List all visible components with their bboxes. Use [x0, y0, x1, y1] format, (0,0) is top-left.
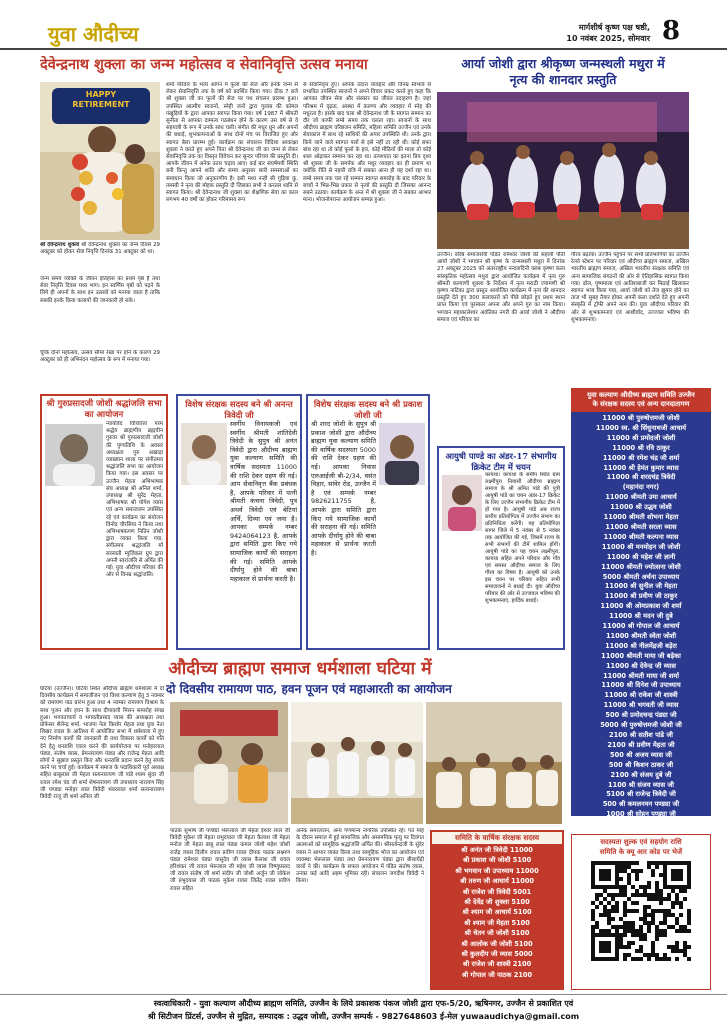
- article1-caption-text: श्री देवेन्द्रनाथ शुक्ला का जन्म दिवस 29 अक्टूबर को होकर सेवा निवृत्ति दिनांक 31 अक्टूबर को था।: [40, 242, 160, 256]
- member-item: श्री चेतन जी जोशी 5100: [464, 929, 530, 938]
- article2-photo: [437, 92, 689, 249]
- qr-title-line-2: समिति के क्यू आर कोड पर भेजें: [599, 848, 683, 856]
- issue-date: [530, 22, 650, 44]
- donor-item: 2100 श्री सतीश पांडे जी: [609, 731, 673, 739]
- donor-item: 11000 श्री उद्धव जोशी: [610, 503, 672, 512]
- donor-item: 11000 श्री रवि ठाकुर: [612, 443, 670, 452]
- donor-item: 11000 श्री मनमोहन जी जोशी: [601, 542, 681, 551]
- donor-item: 11000 श्री पुरुषोत्तमजी जोशी: [602, 414, 680, 422]
- member-item: श्री गोपाल जी पाठक 2100: [461, 970, 533, 979]
- qr-title: [572, 835, 710, 857]
- member-item: श्री कुलदीप जी व्यास 5000: [461, 950, 533, 959]
- footer-line-1: स्वत्वाधिकारी - युवा कल्याण औदीच्य ब्राह्मण समिति, उज्जैन के लिये प्रकाशक पंकज जोशी द्वारा एफ-5/20, ऋषिनगर, उज्जैन से प्रकाशित एवं: [153, 999, 574, 1008]
- anant-trivedi-title: विशेष संरक्षक सदस्य बने श्री अनन्त त्रिवेदी जी: [185, 399, 293, 420]
- members-title: समिति के वार्षिक संरक्षक सदस्य: [432, 832, 562, 844]
- article2-headline: [437, 56, 689, 88]
- prakash-joshi-box: [306, 394, 430, 650]
- article1-paragraph-2: चूंकि दोनो महोत्सव, उत्सव सीमा रेखा पर होने के कारण 29 अक्टूबर को ही अभिनंदन महोत्सव के रूप में मनाया गया।: [40, 350, 160, 364]
- footer-line-2: श्री सिटीजन प्रिंटर्स, उज्जैन से मुद्रित, सम्पादक : उद्धव जोशी, उज्जैन सम्पर्क - 9827648603 ई-मेल yuwaaudichya@gmail.com: [147, 1012, 580, 1021]
- article3-photo-2: [291, 702, 423, 824]
- donor-item: 5000 श्रीमती अर्चना उपाध्याय: [602, 572, 680, 581]
- issue-line-2: 10 नवंबर 2025, सोमवार: [566, 34, 650, 43]
- donor-item: 11000 श्रीमती ज्योत्सना जोशी: [601, 562, 681, 571]
- member-item: श्री आलोक जी जोशी 5100: [461, 939, 533, 948]
- donor-item: 2100 श्री संजय दुबे जी: [610, 770, 672, 779]
- article3-headline: औदीच्य ब्राह्मण समाज धर्मशाला घटिया में: [168, 659, 432, 679]
- donor-item: 11000 श्रीमती कल्पना व्यास: [603, 532, 679, 541]
- donor-item: 5000 श्री पुरुषोत्तमजी जोशी जी: [600, 721, 682, 730]
- donor-item: 11000 श्री महेश जी ज्ञानी: [606, 552, 676, 561]
- donors-title: [571, 388, 711, 412]
- donor-item: 11000 श्री नीलमेंद्रजी बड़ेरा: [605, 641, 677, 650]
- donor-item: 11000 स्व. श्री सिंधुनाथजी आचार्य: [595, 423, 687, 432]
- donor-item: 5100 श्री राजेन्द्र त्रिवेदी जी: [606, 790, 676, 799]
- article3-column-2: पाठक सुभाष जी पण्ड्या भेरूलाल जी मेहता ईश्वर लाल जी त्रिवेदी मुकेश जी मेहता प्रभुदयाल जी मेहता कैलाश जी मेहता मनोज जी मेहता बाबू लाल पंड्या कमल जोशी महेश जोशी राजेंद्र व्यास दिलीप रावल प्रवीण रावल दीपक पाठक लक्ष्मण पंड्या रामेश्वर पंड्या वासुदेव जी व्यास कैलाश जी रावल हरिशंकर जी रावल भेरूलाल जी महेश जी व्यास विष्णुप्रसाद जी रावल संतोष जी शर्मा संदीप जी जोशी अर्जुन जी लोकेश जी प्रभुदयाल जी पाठक मुकेश रावल जितेंद्र रावल प्रवीण रावल सहित: [170, 828, 290, 892]
- member-item: श्री अनंत जी त्रिवेदी 11000: [461, 846, 533, 854]
- shraddhanjali-text: न्यायविद विधिवेत्ता परम श्रद्धेय ब्राह्मणीय ब्रह्मचीन गुरुवर श्री गुरुप्रसादजी जोशी की पुण्यतिथि के अवसर अध्यक्षता गुरु अखाड़ा व्याख्यान शाला पर संगीतमय श्रद्धांजलि सभा का आयोजन किया गया। इस अवसर पर उज्जैन मेहता अभिभाषक संघ अध्यक्ष श्री अनिल शर्मा, उपाध्यक्ष श्री सुरेंद्र मेहता, अभिभाषक श्री योगेश व्यास एवं अन्य समाजजन उपस्थित रहे एवं कार्यक्रम का संयोजन विनोद चौरसिया ने किया तथा अभिभाषकगण नितिन जोशी द्वारा व्यक्त किया गया, संगीतमय श्रद्धांजलि माँ सरस्वती म्यूजिकल ग्रुप द्वारा अपनी स्वरांजलि से अर्पित की गई। युवा औदीच्य परिवार की ओर से विनम्र श्रद्धांजलि।: [106, 421, 163, 579]
- donor-item: 500 श्री कमलनयन पण्ड्या जी: [602, 800, 680, 809]
- donor-item: 500 श्री किशन ठाकर जी: [608, 760, 674, 769]
- ayushi-pandey-portrait: [442, 475, 482, 531]
- donor-item: 11000 श्री ओमप्रकाश जी शर्मा: [600, 602, 682, 611]
- member-item: श्री भगवान जी उपाध्याय 11000: [455, 866, 539, 875]
- donor-item: (महानंदा नगर): [622, 483, 660, 492]
- article3-subheadline: दो दिवसीय रामायण पाठ, हवन पूजन एवं महाआरती का आयोजन: [166, 682, 452, 696]
- donor-item: 11000 श्री रमेश चंद्र जी शर्मा: [602, 453, 680, 462]
- donor-item: 500 श्री अजय व्यास जी: [610, 750, 672, 759]
- donors-panel: [571, 388, 711, 819]
- article3-photo-1: [170, 702, 288, 824]
- donor-item: 1000 श्री सोहन पण्ड्या जी: [606, 810, 676, 819]
- donor-item: 11000 श्रीमती सरला व्यास: [605, 522, 677, 531]
- shraddhanjali-title: श्री गुरुप्रसादजी जोशी श्रद्धांजलि सभा का आयोजन: [46, 399, 162, 420]
- donor-item: 11000 श्री प्रमोदजी जोशी: [606, 433, 676, 442]
- article2-headline-line-1: आर्या जोशी द्वारा श्रीकृष्ण जन्मस्थली मथुरा में: [461, 56, 665, 71]
- donor-item: 11000 श्रीमती उमा आचार्य: [605, 493, 677, 502]
- article1-column-3: से सेवानिवृत्त हुए। आपके उदात्त व्यवहार और विनम्र स्वभाव से प्रभावित उपस्थित स्वजनों ने अपने विचार प्रकट करते हुए कहा कि आपका जीवन सेवा और संस्कार का जीवंत उदाहरण है। जहां परिश्रम में दृढ़ता, आस्था में करुणा और व्यवहार में स्नेह की मधुरता है। इसके बाद चला श्री देवेन्द्रनाथ जी के स्वागत सम्मान का दौर जो काफी लम्बे समय तक चलता रहा। स्वजनों के साथ औदीच्य ब्राह्मण वरिष्ठजन समिति, महिला समिति उज्जैन एवं उनके सेवाकाल में साथ रहे साथियों की अपार उपस्थिति थी। उनके द्वारा किये जाने वाले स्वागत पलों से इसे नहीं टर रही थी। कोई सफा बांध रहा था तो कोई फूलों के हार, कोई मीठियों की माला तो कोई शाल ओढ़ाकर सम्मान कर रहा था। तत्पश्चात का इतना प्रिय दृश्य श्री शुक्ला जी के समर्पक और मधुर व्यवहार का ही प्रमाण था क्योंकि रीति से नहारी रात्रि में सबका आना ही यह दर्शा रहा था। लम्बे समय तक चल रहे सम्मान स्वागत समारोह के बाद परिवार के बच्चों ने भिन्न-भिन्न प्रकार से नृत्यों की प्रस्तुति दी जिसका आनन्द सबने उठाया। कार्यक्रम के अन्त में श्री शुक्ला जी ने सबका आभार माना। भोजनोपरान्त आयोजन सम्पन्न हुआ।: [303, 82, 431, 204]
- article1-headline: देवेन्द्रनाथ शुक्ला का जन्म महोत्सव व सेवानिवृत्ति उत्सव मनाया: [40, 56, 368, 73]
- shraddhanjali-portrait: [45, 424, 103, 486]
- ayushi-pandey-title: आयुषी पाण्डे का अंडर-17 संभागीय क्रिकेट टीम में चयन: [445, 451, 557, 472]
- article1-column-2: शर्मा परिवार के भव्य आंगन में फूलों की सेज और इनके जन्म से लेकर सेवानिवृत्ति तक के वर्ष को प्रदर्शित किया गया। ठीक 7 बजे श्री शुक्ला जी का फूलों की सेज पर पथ संचलन प्रारम्भ हुआ। उपस्थित आत्मीय स्वजनों, स्नेही जनों द्वारा गुलाब की कोमल पंखुड़ियों के द्वारा आपका स्वागत किया गया। वर्ष 1987 में श्रीमती सुनीता से आपका दाम्पत्य गठबंधन होने के कारण उस वर्ष से वे सहयात्री के रूप में उनके साथ चली। संगीत की मधुर धुन और अपनों की बधाई, शुभकामनाओं के साथ दोनों मंच पर विराजित हुए और स्वागत बेला प्रारम्भ हुई। कार्यक्रम का संचालन विदिशा आकांक्षा शुक्ला ने करते हुए अपने पिता श्री देवेन्द्रनाथ जी का जन्म से लेकर सेवानिवृत्ति तक का विस्तृत विवेचन कर सुन्दर परिचय की प्रस्तुति दी। आपके जीवन में अनेक उतार चढ़ाव आए। कई बार संघर्षमयी स्थिति बनी किन्तु आपने शांति और समय अनुसार सारी समस्याओं का समाधान किया जो अनुकरणीय है। इसी मध्य नन्ही सी गुड़िया कु. तमस्वी ने नृत्य की मोहक प्रस्तुति दी जिसका सभी ने करतल ध्वनि से स्वागत किया। श्री देवेन्द्रनाथ जी शुक्ला का शैक्षणिक सेवा का काल लगभग 40 वर्षों का होकर गरिमामय रूप: [166, 82, 298, 204]
- qr-code-icon[interactable]: [591, 861, 691, 961]
- donors-title-line-2: के संरक्षक सदस्य एवं अन्य दानदातागण: [592, 400, 690, 408]
- donor-item: 11000 श्री दिनेश जी उपाध्याय: [601, 681, 681, 690]
- anant-trivedi-box: [176, 394, 302, 650]
- ayushi-pandey-box: [437, 446, 565, 650]
- member-item: श्री प्रकाश जी जोशी 5100: [462, 856, 532, 865]
- qr-title-line-1: सदस्यता शुल्क एवं सहयोग राशि: [600, 838, 682, 846]
- donor-item: 11000 श्रीमती स्वेता जोशी: [605, 631, 677, 640]
- member-item: श्री श्याम जी मेहता 5100: [464, 918, 530, 927]
- donor-item: 11000 श्री गोपाल जी आचार्य: [602, 622, 680, 631]
- article3-photo-3: [426, 702, 562, 824]
- member-item: श्री तरुण जी आचार्य 11000: [459, 877, 535, 886]
- member-item: श्री राजेश जी त्रिवेदी 5001: [462, 887, 532, 896]
- article1-paragraph-1: जन्म समय व्यक्ति के जीवन इतिहास का प्रथम पृष्ठ है तथा सेवा निवृत्ति दिवस मध्य भाग। इन स्वर्णिम पृष्ठों को पढ़ने के लिये ही अपनों के साथ इन उत्सवों को मनाया जाता है ताकि सबकी इनके किया कलापों की जानकारी हो सके।: [40, 276, 160, 304]
- article1-banner: HAPPY RETIREMENT: [72, 90, 130, 109]
- donor-item: 11000 श्रीमती माया जी शर्मा: [603, 671, 679, 680]
- donor-item: 11000 श्री देवेन्द्र जी व्यास: [605, 661, 677, 670]
- issue-line-1: मार्गशीर्ष कृष्ण पक्ष षष्ठी,: [578, 23, 650, 32]
- donor-item: 1100 श्री संजय व्यास जी: [608, 780, 674, 789]
- donors-title-line-1: युवा कल्याण औदीच्य ब्राह्मण समिति उज्जैन: [587, 391, 695, 399]
- donor-item: 11000 श्रीमती माया जी बड़ेका: [601, 651, 681, 660]
- article3-column-1: घटिया (उज्जैन)। घटिया स्थित औदीच्य ब्राह्मण धर्मशाला में दो दिवसीय कार्यक्रम में समाजीजन एवं विश्व कल्याण हेतु 3 नवम्बर को रामायण पाठ प्रारंभ हुआ तथा 4 नवम्बर रामायण विश्राम के साथ पूजन और हवन के साथ दीपावली मिलन समारोह संपन्न हुआ। भगवताचार्य व भगवतीप्रसाद व्यास की अध्यक्षता तथा प्रोफेसर शैलेन्द्र शर्मा, भाजपा नेता किशोर मेहता तथा युवा नेता शिखर रावल के आतिथ्य में आयोजित सभा में धर्मशाला में हुए नए निर्माण कार्यों की जानकारी दी तथा विकास कार्यों को गति देने हेतु धनराशि एकत्र करने की कार्ययोजना पर मनोहरलाल पंड्या, संतोष व्यास, प्रेमनारायण पंड्या और राजेन्द्र मेहता आदि लोगों ने सुझाव प्रस्तुत किए और धनराशि प्रदान करने हेतु संपर्क करने पर चर्चा हुई। कार्यक्रम में समाज के पदाधिकारी पूर्व अध्यक्ष सहित बाबूलाल जी मेहता सत्यनारायण जी पांडे श्याम सुंदर जी रावल रमेश चंद जी शर्मा शेषनारायण जी उपाध्याय नारायण सिंह जी पण्ड्या मनोहर लाल त्रिवेदी भंवरलाल शर्मा सत्यनारायण त्रिवेदी राजू जी शर्मा अनिल जी: [40, 686, 164, 801]
- donor-item: 11000 श्री मदन जी दुबे: [609, 612, 673, 621]
- donor-item: 2100 श्री प्रवीण मेहता जी: [607, 740, 675, 749]
- prakash-joshi-text: श्री शरद जोशी के सुपुत्र श्री प्रकाश जोशी द्वारा औदीच्य ब्राह्मण युवा कल्याण समिति की वार्षिक सदस्यता 5000 की राशि देकर ग्रहण की गई। आपका निवास एलआईजी बी-2/34, वसंत विहार, सांवेर रोड, उज्जैन में है एवं सम्पर्क नम्बर 9826211755 है, आपके द्वारा समिति द्वारा किए गये सामाजिक कार्यों की सराहना की गई। समिति आपके दीर्घायु होने की बाबा महाकाल से प्रार्थना करती है।: [311, 420, 376, 557]
- shraddhanjali-box: [40, 394, 168, 650]
- prakash-joshi-portrait: [379, 423, 425, 485]
- donor-item: 11000 श्री भगवती जी व्यास: [603, 701, 679, 710]
- article2-column-1: उज्जैन। वरिष्ठ समाजसेवी पंडित रामेश्वर जोशी की सहायी पौती आर्या जोशी ने भगवान श्री कृष्ण के जन्मस्थली मथुरा में दिनांक 27 अक्टूबर 2025 को अंतरराष्ट्रीय नन्दवादिनी क्लब कृष्णा कला सांस्कृतिक महोत्सव मथुरा द्वारा आयोजित कार्यक्रम में नृत्य गुरु श्रीमती कल्याणी शुक्ला के निर्देशन में नृत्य मराठी ज्यामणी श्री कृष्णा नाटिका द्वारा प्रस्तुत आयोजित कार्यक्रम में नृत्य की शानदार प्रस्तुति देते हुए 300 कलाकारों को पीछे छोड़ते हुए प्रथम स्थान प्राप्त किया एवं पुरस्कार अपना और अपने गुरु का नाम किया। भगवान महाकालेश्वर अवंतिका नगरी की आर्या जोशी ने औदीच्य समाज एवं परिवार का: [437, 252, 565, 323]
- donor-item: 11000 श्री शरदचंद्र त्रिवेदी: [606, 473, 676, 482]
- donor-item: 11000 श्री हेमंत कुमार व्यास: [603, 463, 679, 472]
- page-number: 8: [662, 16, 681, 46]
- donor-item: 11000 श्रीमती शोभना मेहता: [603, 513, 679, 522]
- donor-item: 11000 श्री सुनील जी मेहता: [604, 582, 678, 591]
- article3-column-3: अनेक समाजजन, अन्य गणमान्य नागरिक उपस्थित रहे। गत माह के दौरान समाज में हुई सामाजिक और असामयिक मृत्यु पर दिवंगत आत्माओं को सामूहिक श्रद्धांजलि अर्पित की। श्रीसत्येन्द्रजी के सुंदेर व्यास ने आभार व्यक्त किया तथा सामूहिक भोज का आयोजन एवं व्यवस्था भेरूलाल पंड्या तथा प्रेमनारायण पंड्या द्वारा बीसायेंद्री वालों ने की। कार्यक्रम के सफल आयोजन में पंडित संतोष व्यास, उनका कई आदि अहम भूमिका रही। संचालन जगदीश त्रिवेदी ने किया।: [296, 828, 424, 885]
- article1-caption-name: श्री देवेन्द्रनाथ शुक्ला: [40, 242, 80, 248]
- members-list: [432, 844, 562, 980]
- article2-headline-line-2: नृत्य की शानदार प्रस्तुति: [509, 72, 617, 87]
- footer-imprint: [0, 994, 727, 1024]
- donor-item: 500 श्री प्रमोदचन्द्र पंड्या जी: [605, 711, 677, 720]
- article1-caption: [40, 242, 160, 272]
- member-item: श्री देवेंद्र जी शुक्ला 5100: [464, 898, 530, 907]
- qr-panel: [571, 834, 711, 990]
- anant-trivedi-portrait: [181, 423, 227, 485]
- donors-list: [571, 412, 711, 820]
- article2-column-2: गौरव बढ़ाया। उज्जैन पहुंचने पर सभी प्रतिभागियों का उज्जैन रेलवे स्टेशन पर परिवार एवं औदीच्य ब्राह्मण समाज, अखिल भारतीय ब्राह्मण समाज, अखिल भारतीय संरक्षक समिति एवं अन्य सामाजिक संगठनों की ओर से ऐतिहासिक स्वागत किया गया। ढोल, पुष्पमाला एवं आतिशबाजी कर मिठाई खिलाकर स्वागत भव्य किया गया, आर्या जोशी को तेज झूमार होने का ताज भी सुबह तैयार होकर अपनी कला दर्शाते देते हुए अपनी संस्कृति में ट्रॉफी अपने नाम की। युवा औदीच्य परिवार की ओर से शुभकामनाएं एवं आशीर्वाद, उज्ज्वल भविष्य की शुभकामनाएं।: [571, 252, 689, 323]
- prakash-joshi-title: विशेष संरक्षक सदस्य बने श्री प्रकाश जोशी जी: [313, 399, 423, 420]
- member-item: श्री राजेश जी शास्त्री 2100: [462, 960, 532, 969]
- member-item: श्री श्याम जी आचार्य 5100: [462, 908, 532, 917]
- anant-trivedi-text: स्वर्गीय विनायकजी एवं स्वर्गीय श्रीमती शांतिदेवी त्रिवेदी के सुपुत्र श्री अनंत त्रिवेदी द्वारा औदीच्य ब्राह्मण युवा कल्याण समिति की वार्षिक सदस्यता 11000 की राशि देकर ग्रहण की गई। आप सेवानिवृत्त बैंक प्रबंधक है, आपके परिवार में पत्नी श्रीमती कंचना त्रिवेदी, पुत्र अथर्व त्रिवेदी एवं बेटियां अर्चि, दिव्या एवं जया है। आपका सम्पर्क नम्बर 9424064123 है, आपके द्वारा समिति द्वारा किए गये सामाजिक कार्यों की सराहना की गई। समिति आपके दीर्घायु होने की बाबा महाकाल से प्रार्थना करती है।: [230, 420, 297, 583]
- donor-item: 11000 श्री प्रवीण जी ठाकुर: [604, 592, 678, 601]
- ayushi-pandey-text: कायथा। कायथा के समीप स्थित ग्राम लक्ष्मीपुरा निवासी औदीच्य ब्राह्मण समाज के श्री अमित पांडे की पुत्री आयुषी पांडे का चयन अंडर-17 क्रिकेट के लिए उज्जैन संभागीय क्रिकेट टीम में हो गया है। आयुषी पांडे अब राज्य स्तरीय प्रतियोगिता में उज्जैन संभाग का प्रतिनिधित्व करेंगी। यह प्रतियोगिता सागर जिले में 5 नवंबर से 5 नवंबर तक आयोजित की गई, जिसमें राज्य के सभी संभागों की टीमें शामिल होंगी। आयुषी पांडे का यह चयन लक्ष्मीपुरा, कायथा सहित अपने परिवार और गाँव एवं समस्त औदीच्य समाज के लिए गौरव का विषय है। आयुषी को उनके इस चयन पर परिवार सहित सभी समाजजनों ने बधाई दी। युवा औदीच्य परिवार की ओर से उज्जवल भविष्य की शुभकामनाएं, हार्दिक बधाई।: [485, 472, 560, 604]
- publication-title: युवा औदीच्य: [48, 22, 139, 46]
- members-panel: [430, 830, 564, 990]
- donor-item: 11000 श्री राकेश जी शास्त्री: [604, 691, 678, 700]
